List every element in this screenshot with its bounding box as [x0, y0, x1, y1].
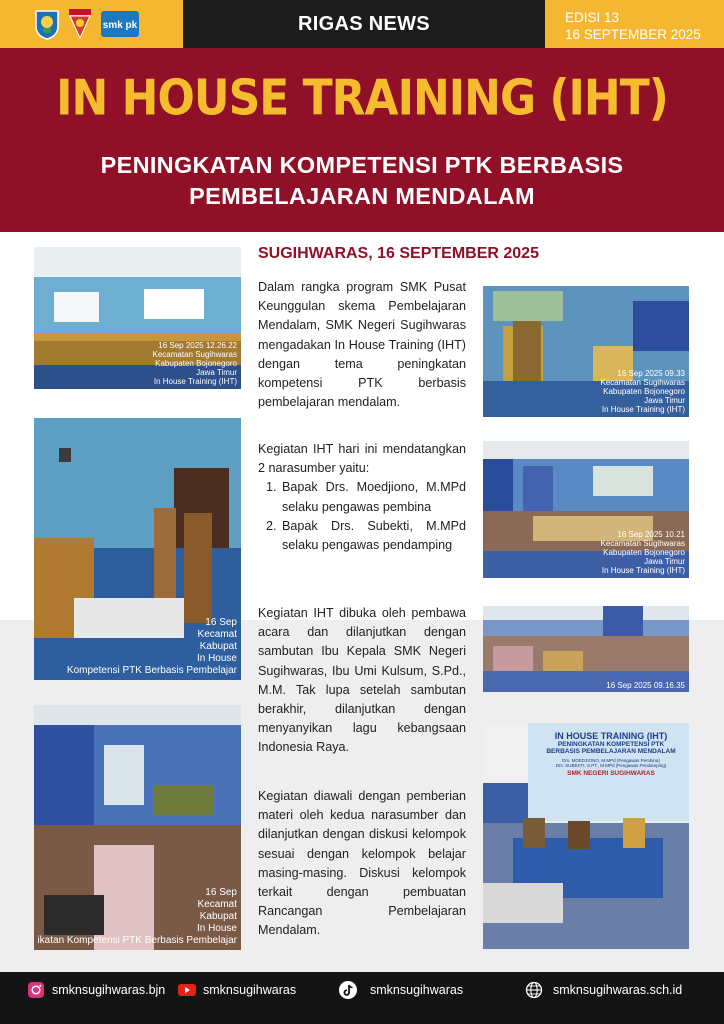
photo-timestamp-overlay	[601, 369, 686, 414]
overlay-line: Kabupaten Bojonegoro	[603, 387, 685, 396]
instagram-icon	[27, 981, 45, 999]
overlay-line: Kabupaten Bojonegoro	[155, 359, 237, 368]
tiktok-icon	[339, 981, 357, 999]
website-url: smknsugihwaras.sch.id	[553, 983, 683, 997]
article-dateline: SUGIHWARAS, 16 SEPTEMBER 2025	[258, 245, 539, 262]
overlay-line: Kecamat	[197, 899, 237, 910]
overlay-line: In House Training (IHT)	[601, 405, 685, 414]
banner-subtitle-2: BERBASIS PEMBELAJARAN MENDALAM	[546, 748, 676, 755]
overlay-line: Kabupat	[199, 911, 237, 922]
overlay-line: Kecamat	[197, 629, 237, 640]
photo-timestamp-overlay	[601, 530, 686, 575]
photo-group-portrait	[34, 247, 241, 389]
overlay-line: Kompetensi PTK Berbasis Pembelajar	[66, 665, 237, 676]
photo-timestamp-overlay	[37, 887, 237, 947]
footer-tiktok[interactable]	[339, 976, 463, 1004]
footer-website[interactable]	[525, 976, 682, 1004]
banner-text	[533, 731, 689, 777]
article-paragraph-1: Dalam rangka program SMK Pusat Keunggulan skema Pembelajaran Mendalam, SMK Negeri Sugihwaras mengadakan In House Training (IHT) dengan tema peningkatan kompetensi PTK berbasis pembelajaran mendalam.	[258, 280, 466, 410]
photo-speakers-panel	[483, 723, 689, 949]
overlay-line: 16 Sep	[205, 617, 237, 628]
photo-participants	[483, 441, 689, 578]
overlay-line: 16 Sep 2025 10.21	[617, 530, 685, 539]
smk-school-logo	[68, 8, 92, 40]
speaker-item: 1. Bapak Drs. Moedjiono, M.MPd selaku pengawas pembina	[280, 478, 466, 516]
overlay-line: In House	[196, 653, 237, 664]
overlay-line: In House Training (IHT)	[153, 377, 237, 386]
photo-opening-ceremony	[34, 418, 241, 680]
overlay-line: Kabupat	[199, 641, 237, 652]
youtube-handle: smknsugihwaras	[203, 983, 297, 997]
banner-school: SMK NEGERI SUGIHWARAS	[567, 770, 655, 777]
smk-pk-logo	[101, 8, 139, 40]
photo-classroom-session	[34, 705, 241, 950]
footer-youtube[interactable]	[178, 976, 296, 1004]
headline-subtitle	[0, 150, 724, 212]
article-paragraph-2	[258, 440, 466, 555]
article-paragraph-4: Kegiatan diawali dengan pemberian materi oleh kedua narasumber dan dilanjutkan dengan diskusi kelompok sesuai dengan kelompok belajar masing-masing. Diskusi kelompok terkait dengan pembuatan Rancangan Pembelajaran Mendalam.	[258, 789, 466, 938]
tiktok-handle: smknsugihwaras	[370, 983, 464, 997]
overlay-line: In House Training (IHT)	[601, 566, 685, 575]
article-paragraph-3: Kegiatan IHT dibuka oleh pembawa acara dan dilanjutkan dengan sambutan Ibu Kepala SMK Negeri Sugihwaras, Ibu Umi Kulsum, S.Pd., M.M. Tak lupa setelah sambutan berakhir, dilanjutkan dengan menyanyikan lagu kebangsaan Indonesia Raya.	[258, 606, 466, 755]
overlay-line: 16 Sep 2025 09.16.35	[606, 681, 685, 690]
banner-title: IN HOUSE TRAINING (IHT)	[554, 731, 668, 741]
masthead-title: RIGAS NEWS	[298, 12, 430, 35]
overlay-line: Kecamatan Sugihwaras	[600, 539, 685, 548]
headline-title: IN HOUSE TRAINING (IHT)	[56, 69, 668, 127]
photo-timestamp-overlay	[153, 341, 238, 386]
overlay-line: 16 Sep 2025 09.33	[617, 369, 685, 378]
youtube-icon	[178, 981, 196, 999]
photo-registration	[483, 286, 689, 417]
overlay-line: Jawa Timur	[196, 368, 237, 377]
photo-audience	[483, 606, 689, 692]
edition-info	[565, 9, 701, 43]
photo-timestamp-overlay	[67, 617, 237, 677]
overlay-line: In House	[196, 923, 237, 934]
edition-date: 16 SEPTEMBER 2025	[565, 27, 701, 42]
photo-timestamp-overlay	[606, 681, 685, 690]
instagram-handle: smknsugihwaras.bjn	[52, 983, 166, 997]
banner-subtitle-1: PENINGKATAN KOMPETENSI PTK	[557, 741, 665, 748]
speakers-intro: Kegiatan IHT hari ini mendatangkan 2 narasumber yaitu:	[258, 442, 466, 476]
headline-subtitle-line1: PENINGKATAN KOMPETENSI PTK BERBASIS	[100, 152, 624, 178]
footer-instagram[interactable]	[27, 976, 165, 1004]
provincial-emblem-logo	[34, 8, 60, 40]
globe-icon	[525, 981, 543, 999]
overlay-line: Kecamatan Sugihwaras	[152, 350, 237, 359]
overlay-line: 16 Sep	[205, 887, 237, 898]
overlay-line: Jawa Timur	[644, 396, 685, 405]
smk-pk-logo-text: smk pk	[102, 20, 138, 31]
banner-speakers-1: Drs. MOEDJIONO, M.MPd (Pengawas Pembina)	[562, 758, 660, 763]
speaker-item: 2. Bapak Drs. Subekti, M.MPd selaku pengawas pendamping	[280, 517, 466, 555]
overlay-line: Kabupaten Bojonegoro	[603, 548, 685, 557]
overlay-line: Kecamatan Sugihwaras	[600, 378, 685, 387]
speakers-list	[258, 478, 466, 555]
overlay-line: 16 Sep 2025 12.26.22	[158, 341, 237, 350]
banner-speakers-2: Drs. SUBEKTI, S.PT., M.MPd (Pengawas Pendamping)	[555, 763, 667, 768]
headline-subtitle-line2: PEMBELAJARAN MENDALAM	[189, 183, 535, 209]
overlay-line: ikatan Kompetensi PTK Berbasis Pembelajar	[37, 935, 237, 946]
overlay-line: Jawa Timur	[644, 557, 685, 566]
edition-number: EDISI 13	[565, 10, 620, 25]
